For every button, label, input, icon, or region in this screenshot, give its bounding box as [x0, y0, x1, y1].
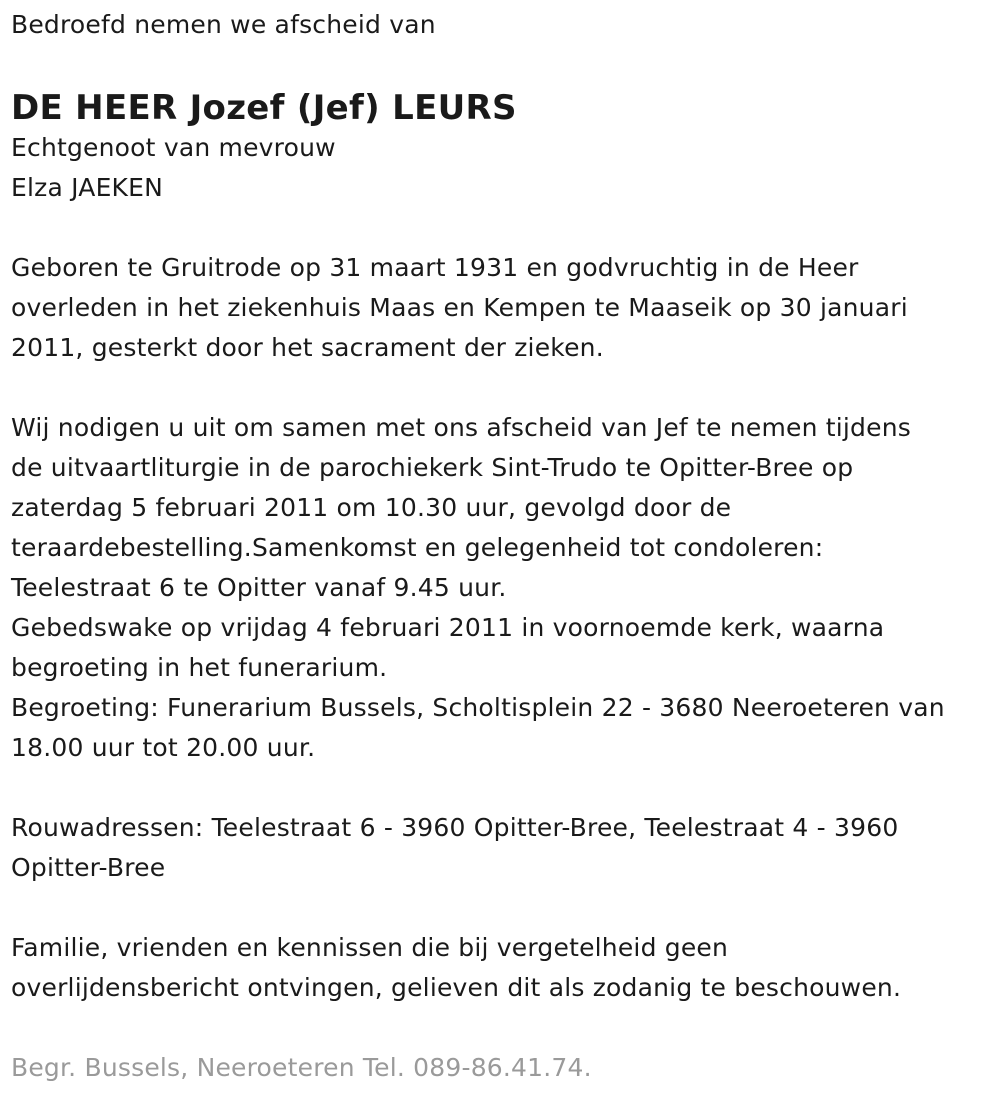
- obituary-notice: [11, 0, 991, 1088]
- addresses-paragraph: [11, 808, 991, 888]
- paragraph-line: Rouwadressen: Teelestraat 6 - 3960 Opitter-Bree, Teelestraat 4 - 3960: [11, 813, 899, 842]
- paragraph-line: overlijdensbericht ontvingen, gelieven dit als zodanig te beschouwen.: [11, 973, 902, 1002]
- paragraph-line: Opitter-Bree: [11, 853, 166, 882]
- closing-paragraph: [11, 928, 991, 1008]
- paragraph-line: begroeting in het funerarium.: [11, 653, 388, 682]
- intro-text: Bedroefd nemen we afscheid van: [11, 10, 436, 39]
- spacer: [11, 888, 991, 928]
- paragraph-line: Gebedswake op vrijdag 4 februari 2011 in voornoemde kerk, waarna: [11, 613, 885, 642]
- paragraph-line: Begroeting: Funerarium Bussels, Scholtisplein 22 - 3680 Neeroeteren van: [11, 693, 945, 722]
- spacer: [11, 368, 991, 408]
- spacer: [11, 768, 991, 808]
- spacer: [11, 1008, 991, 1048]
- spouse-block: [11, 128, 991, 208]
- paragraph-line: overleden in het ziekenhuis Maas en Kempen te Maaseik op 30 januari: [11, 293, 908, 322]
- paragraph-line: Familie, vrienden en kennissen die bij vergetelheid geen: [11, 933, 729, 962]
- deceased-name: DE HEER Jozef (Jef) LEURS: [11, 88, 517, 128]
- spouse-name: Elza JAEKEN: [11, 173, 164, 202]
- paragraph-line: 18.00 uur tot 20.00 uur.: [11, 733, 316, 762]
- paragraph-line: zaterdag 5 februari 2011 om 10.30 uur, gevolgd door de: [11, 493, 732, 522]
- paragraph-line: Teelestraat 6 te Opitter vanaf 9.45 uur.: [11, 573, 507, 602]
- paragraph-line: Geboren te Gruitrode op 31 maart 1931 en godvruchtig in de Heer: [11, 253, 859, 282]
- paragraph-line: teraardebestelling.Samenkomst en gelegenheid tot condoleren:: [11, 533, 824, 562]
- funeral-home-footer: Begr. Bussels, Neeroeteren Tel. 089-86.41.74.: [11, 1053, 592, 1082]
- spacer: [11, 208, 991, 248]
- paragraph-line: Wij nodigen u uit om samen met ons afscheid van Jef te nemen tijdens: [11, 413, 911, 442]
- birth-death-paragraph: [11, 248, 991, 368]
- paragraph-line: de uitvaartliturgie in de parochiekerk Sint-Trudo te Opitter-Bree op: [11, 453, 854, 482]
- spouse-line: Echtgenoot van mevrouw: [11, 133, 336, 162]
- paragraph-line: 2011, gesterkt door het sacrament der zieken.: [11, 333, 604, 362]
- funeral-paragraph: [11, 408, 991, 768]
